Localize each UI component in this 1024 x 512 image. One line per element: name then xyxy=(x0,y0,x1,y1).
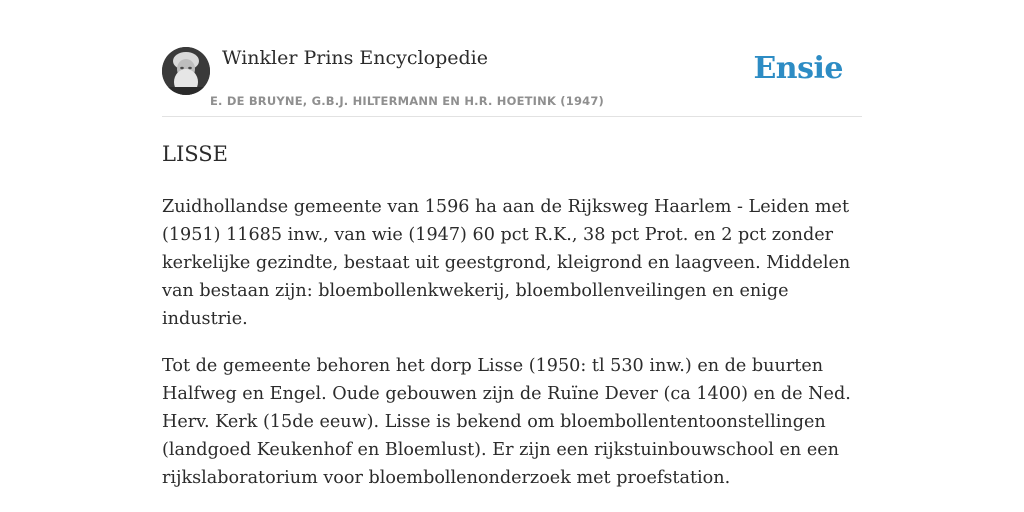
encyclopedia-title[interactable]: Winkler Prins Encyclopedie xyxy=(222,47,488,69)
entry-title: LISSE xyxy=(162,142,228,166)
ensie-logo[interactable]: Ensie xyxy=(753,51,843,86)
author-credits: E. DE BRUYNE, G.B.J. HILTERMANN EN H.R. HOETINK (1947) xyxy=(210,94,605,108)
entry-paragraph-2: Tot de gemeente behoren het dorp Lisse (1950: tl 530 inw.) en de buurten Halfweg en Engel. Oude gebouwen zijn de Ruïne Dever (ca 1400) en de Ned. Herv. Kerk (15de eeuw). Lisse is bekend om bloembollententoonstellingen (landgoed Keukenhof en Bloemlust). Er zijn een rijkstuinbouwschool en een rijkslaboratorium voor bloembollenonderzoek met proefstation. xyxy=(162,356,851,488)
site-header xyxy=(162,46,862,117)
author-avatar[interactable] xyxy=(162,47,210,95)
author-portrait-icon xyxy=(162,47,210,95)
entry-body xyxy=(162,193,868,511)
entry-paragraph-1: Zuidhollandse gemeente van 1596 ha aan de Rijksweg Haarlem - Leiden met (1951) 11685 inw., van wie (1947) 60 pct R.K., 38 pct Prot. en 2 pct zonder kerkelijke gezindte, bestaat uit geestgrond, kleigrond en laagveen. Middelen van bestaan zijn: bloembollenkwekerij, bloembollenveilingen en enige industrie. xyxy=(162,197,851,329)
